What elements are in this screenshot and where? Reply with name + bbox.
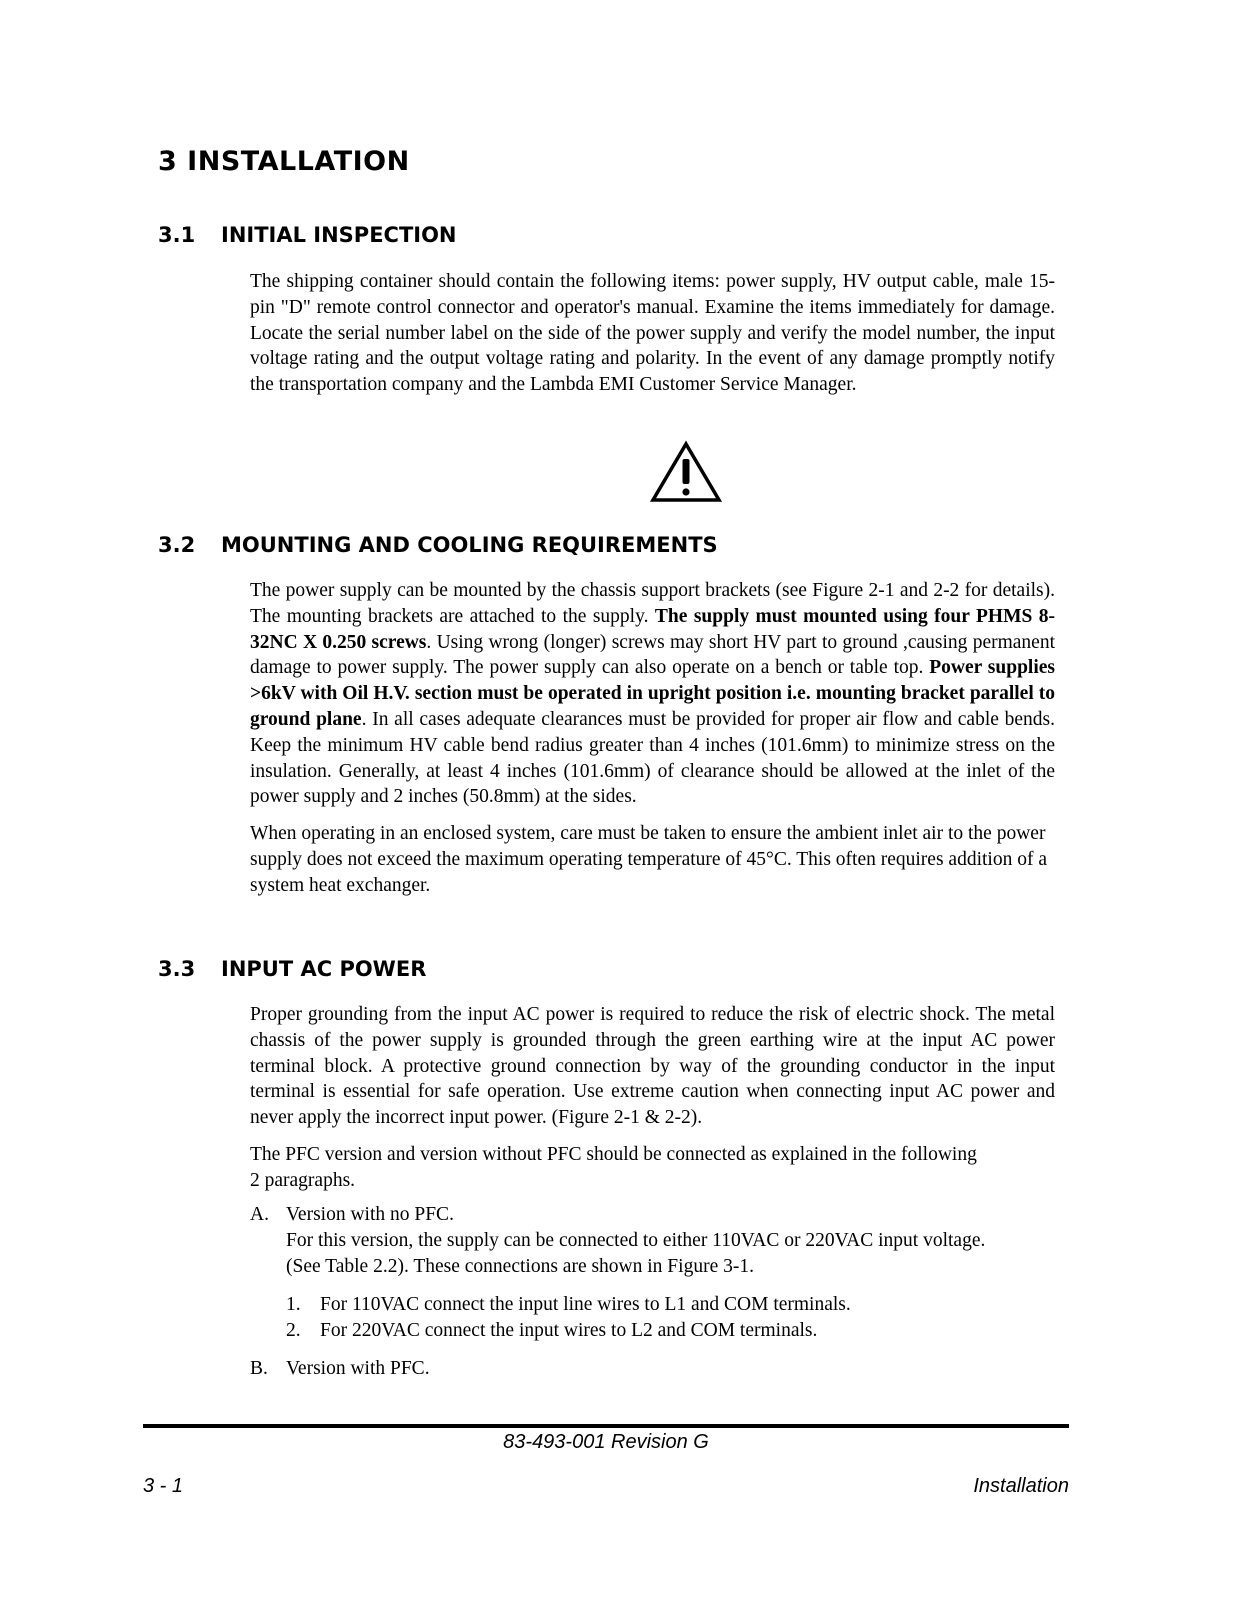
- version-list: [250, 1202, 1055, 1382]
- paragraph: The PFC version and version without PFC should be connected as explained in the following 2 paragraphs.: [250, 1143, 977, 1191]
- footer-section-name: Installation: [973, 1475, 1069, 1497]
- section-3-2-body: [250, 578, 1055, 899]
- list-marker: A.: [250, 1204, 269, 1225]
- section-3-1-body: [250, 269, 1055, 398]
- section-3-2-heading: [158, 533, 718, 557]
- text-run: . Using wrong (longer) screws may short HV part to ground ,causing permanent damage to power supply. The power supply can also operate on a bench or table top.: [250, 631, 1055, 679]
- list-item-text: For 110VAC connect the input line wires to L1 and COM terminals.: [320, 1294, 851, 1316]
- section-number: 3.3: [158, 957, 196, 981]
- text-run: The power supply can be mounted by the chassis support brackets (see Figure 2-1 and 2-2 for details). The mounting brackets are attached to the supply.: [250, 580, 1055, 627]
- footer-page-number: 3 - 1: [143, 1475, 184, 1497]
- footer-rule: [143, 1424, 1069, 1428]
- footer-document-number: 83-493-001 Revision G: [503, 1431, 709, 1453]
- section-3-3-heading: [158, 957, 426, 981]
- bold-text-run: Power supplies >6kV with Oil H.V. section must be operated in upright position i.e. mounting bracket parallel to ground plane: [250, 657, 1056, 730]
- list-marker: 1.: [286, 1294, 301, 1316]
- step-list: [250, 1292, 1055, 1344]
- list-item: [250, 1202, 1055, 1228]
- list-item: [250, 1356, 1055, 1382]
- section-title: INITIAL INSPECTION: [221, 223, 457, 247]
- section-number: 3.1: [158, 223, 196, 247]
- list-item-text: For 220VAC connect the input wires to L2 and COM terminals.: [320, 1320, 818, 1342]
- bold-text-run: The supply must mounted using four PHMS 8-32NC X 0.250 screws: [250, 605, 1055, 653]
- list-item-text: For this version, the supply can be connected to either 110VAC or 220VAC input voltage. (See Table 2.2). These connections are shown in Figure 3-1.: [286, 1229, 986, 1277]
- paragraph: Proper grounding from the input AC power is required to reduce the risk of electric shock. The metal chassis of the power supply is grounded through the green earthing wire at the input AC power terminal block. A protective ground connection by way of the grounding conductor in the input terminal is essential for safe operation. Use extreme caution when connecting input AC power and never apply the incorrect input power. (Figure 2-1 & 2-2).: [250, 1004, 1055, 1129]
- chapter-title: 3 INSTALLATION: [158, 146, 410, 177]
- list-marker: 2.: [286, 1320, 301, 1342]
- paragraph: The shipping container should contain the following items: power supply, HV output cable, male 15-pin "D" remote control connector and operator's manual. Examine the items immediately for damage. Locate the serial number label on the side of the power supply and verify the model number, the input voltage rating and the output voltage rating and polarity. In the event of any damage promptly notify the transportation company and the Lambda EMI Customer Service Manager.: [250, 271, 1055, 396]
- list-item-title: Version with PFC.: [286, 1357, 430, 1379]
- section-number: 3.2: [158, 533, 196, 557]
- section-3-3-body: [250, 1002, 1055, 1194]
- list-item: [286, 1318, 1055, 1344]
- list-item: [286, 1292, 1055, 1318]
- paragraph: When operating in an enclosed system, care must be taken to ensure the ambient inlet air to the power supply does not exceed the maximum operating temperature of 45°C. This often requires addition of a system heat exchanger.: [250, 823, 1047, 896]
- text-run: . In all cases adequate clearances must be provided for proper air flow and cable bends. Keep the minimum HV cable bend radius greater than 4 inches (101.6mm) to minimize stress on the insulation. Generally, at least 4 inches (101.6mm) of clearance should be allowed at the inlet of the power supply and 2 inches (50.8mm) at the sides.: [250, 708, 1055, 808]
- section-title: MOUNTING AND COOLING REQUIREMENTS: [221, 533, 718, 557]
- list-marker: B.: [250, 1357, 268, 1379]
- paragraph: [250, 578, 1055, 810]
- section-3-1-heading: [158, 223, 457, 247]
- section-title: INPUT AC POWER: [221, 957, 427, 981]
- list-item-title: Version with no PFC.: [286, 1204, 454, 1225]
- warning-triangle-icon: [650, 440, 722, 504]
